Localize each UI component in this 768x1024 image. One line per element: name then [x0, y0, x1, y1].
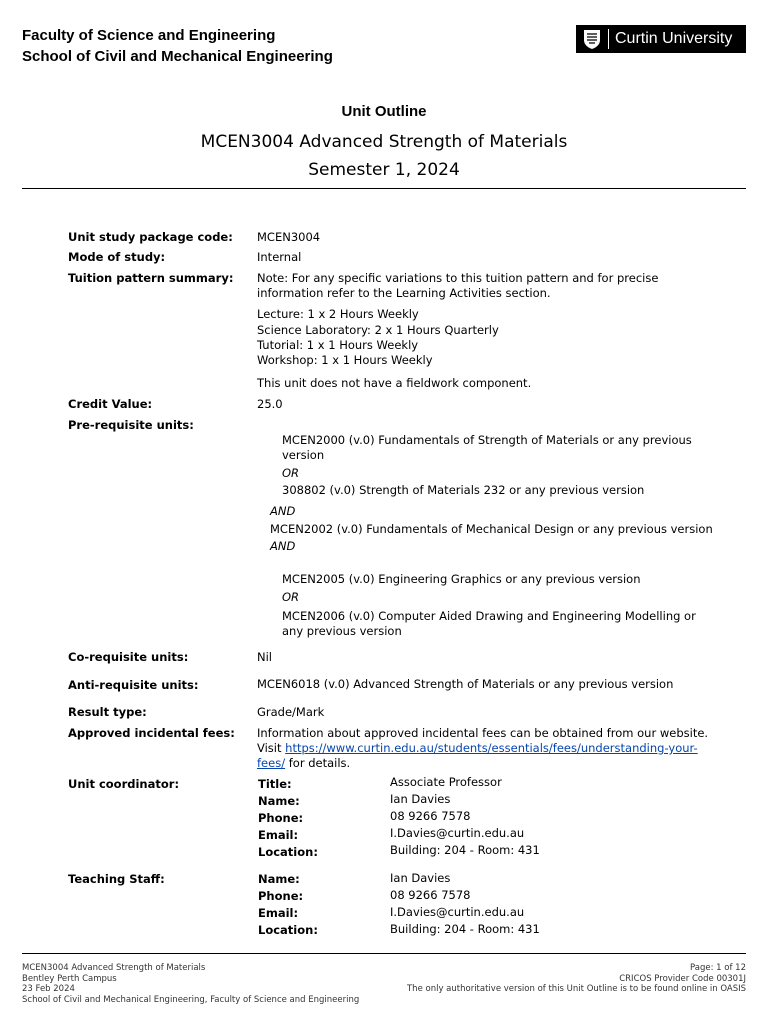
- prereq-and-1: AND: [270, 504, 296, 518]
- coord-email-key: Email:: [258, 828, 299, 842]
- coord-location-value: Building: 204 - Room: 431: [390, 843, 540, 857]
- staff-email-value: I.Davies@curtin.edu.au: [390, 905, 525, 919]
- prereq-a2: 308802 (v.0) Strength of Materials 232 or any previous version: [282, 483, 645, 497]
- staff-phone-key: Phone:: [258, 889, 304, 903]
- footer-date: 23 Feb 2024: [22, 984, 75, 994]
- staff-phone-value: 08 9266 7578: [390, 888, 471, 902]
- staff-email-key: Email:: [258, 906, 299, 920]
- fees-after: for details.: [285, 756, 351, 770]
- tuition-tutorial: Tutorial: 1 x 1 Hours Weekly: [257, 338, 419, 352]
- crest-icon: [581, 28, 603, 50]
- staff-name-key: Name:: [258, 872, 300, 886]
- school-name: School of Civil and Mechanical Engineering: [22, 48, 333, 65]
- code-value: MCEN3004: [257, 230, 321, 244]
- coord-phone-value: 08 9266 7578: [390, 809, 471, 823]
- antireq-label: Anti-requisite units:: [68, 678, 199, 692]
- fieldwork-note: This unit does not have a fieldwork component.: [257, 376, 532, 390]
- unit-title: MCEN3004 Advanced Strength of Materials: [200, 132, 568, 152]
- coord-location-key: Location:: [258, 845, 318, 859]
- coord-title-key: Title:: [258, 777, 292, 791]
- curtin-logo: [576, 25, 746, 53]
- fees-label: Approved incidental fees:: [68, 726, 235, 740]
- fees-link-cont[interactable]: fees/: [257, 756, 286, 770]
- staff-location-value: Building: 204 - Room: 431: [390, 922, 540, 936]
- tuition-label: Tuition pattern summary:: [68, 271, 234, 285]
- prereq-c2-line2: any previous version: [282, 624, 402, 638]
- footer-right: [407, 963, 746, 995]
- staff-name-value: Ian Davies: [390, 871, 451, 885]
- credit-label: Credit Value:: [68, 397, 153, 411]
- footer-campus: Bentley Perth Campus: [22, 973, 117, 984]
- prereq-c2-line1: MCEN2006 (v.0) Computer Aided Drawing and Engineering Modelling or: [282, 609, 696, 623]
- tuition-workshop: Workshop: 1 x 1 Hours Weekly: [257, 353, 433, 367]
- coordinator-label: Unit coordinator:: [68, 777, 180, 791]
- prereq-a1-line2: version: [282, 448, 325, 462]
- mode-label: Mode of study:: [68, 250, 166, 264]
- prereq-a1-line1: MCEN2000 (v.0) Fundamentals of Strength of Materials or any previous: [282, 433, 692, 447]
- footer-rule: [22, 953, 746, 954]
- prereq-label: Pre-requisite units:: [68, 418, 194, 432]
- staff-label: Teaching Staff:: [68, 872, 165, 886]
- antireq-value: MCEN6018 (v.0) Advanced Strength of Materials or any previous version: [257, 677, 674, 691]
- coord-title-value: Associate Professor: [390, 775, 502, 789]
- title-rule: [22, 188, 746, 189]
- faculty-name: Faculty of Science and Engineering: [22, 27, 276, 44]
- coreq-value: Nil: [257, 650, 272, 664]
- result-label: Result type:: [68, 705, 147, 719]
- fees-link[interactable]: https://www.curtin.edu.au/students/essentials/fees/understanding-your-: [285, 741, 698, 755]
- coord-name-key: Name:: [258, 794, 300, 808]
- logo-text: Curtin University: [615, 30, 733, 47]
- coreq-label: Co-requisite units:: [68, 650, 189, 664]
- fees-line3: [257, 755, 350, 771]
- footer-left: [22, 963, 359, 1005]
- tuition-note-line2: information refer to the Learning Activities section.: [257, 286, 551, 300]
- semester: Semester 1, 2024: [308, 160, 460, 180]
- fees-line2: [257, 740, 698, 756]
- fees-visit: Visit: [257, 741, 286, 755]
- prereq-or-1: OR: [282, 466, 300, 480]
- tuition-note-line1: Note: For any specific variations to this tuition pattern and for precise: [257, 271, 659, 285]
- coord-email-value: I.Davies@curtin.edu.au: [390, 826, 525, 840]
- mode-value: Internal: [257, 250, 302, 264]
- footer-authority: The only authoritative version of this Unit Outline is to be found online in OASIS: [406, 984, 746, 994]
- doc-type: Unit Outline: [341, 103, 427, 120]
- tuition-lecture: Lecture: 1 x 2 Hours Weekly: [257, 307, 419, 321]
- coord-name-value: Ian Davies: [390, 792, 451, 806]
- footer-page: Page: 1 of 12: [690, 963, 746, 973]
- result-value: Grade/Mark: [257, 705, 325, 719]
- footer-school: School of Civil and Mechanical Engineering, Faculty of Science and Engineering: [22, 994, 360, 1005]
- code-label: Unit study package code:: [68, 230, 233, 244]
- prereq-c1: MCEN2005 (v.0) Engineering Graphics or any previous version: [282, 572, 641, 586]
- staff-location-key: Location:: [258, 923, 318, 937]
- tuition-laboratory: Science Laboratory: 2 x 1 Hours Quarterly: [257, 323, 499, 337]
- logo-separator: [608, 29, 609, 49]
- prereq-or-2: OR: [282, 590, 300, 604]
- footer-cricos: CRICOS Provider Code 00301J: [619, 973, 746, 984]
- prereq-and-2: AND: [270, 539, 296, 553]
- prereq-b: MCEN2002 (v.0) Fundamentals of Mechanical Design or any previous version: [270, 522, 713, 536]
- coord-phone-key: Phone:: [258, 811, 304, 825]
- credit-value: 25.0: [257, 397, 283, 411]
- fees-line1: Information about approved incidental fees can be obtained from our website.: [257, 726, 709, 740]
- footer-unit: MCEN3004 Advanced Strength of Materials: [22, 963, 206, 973]
